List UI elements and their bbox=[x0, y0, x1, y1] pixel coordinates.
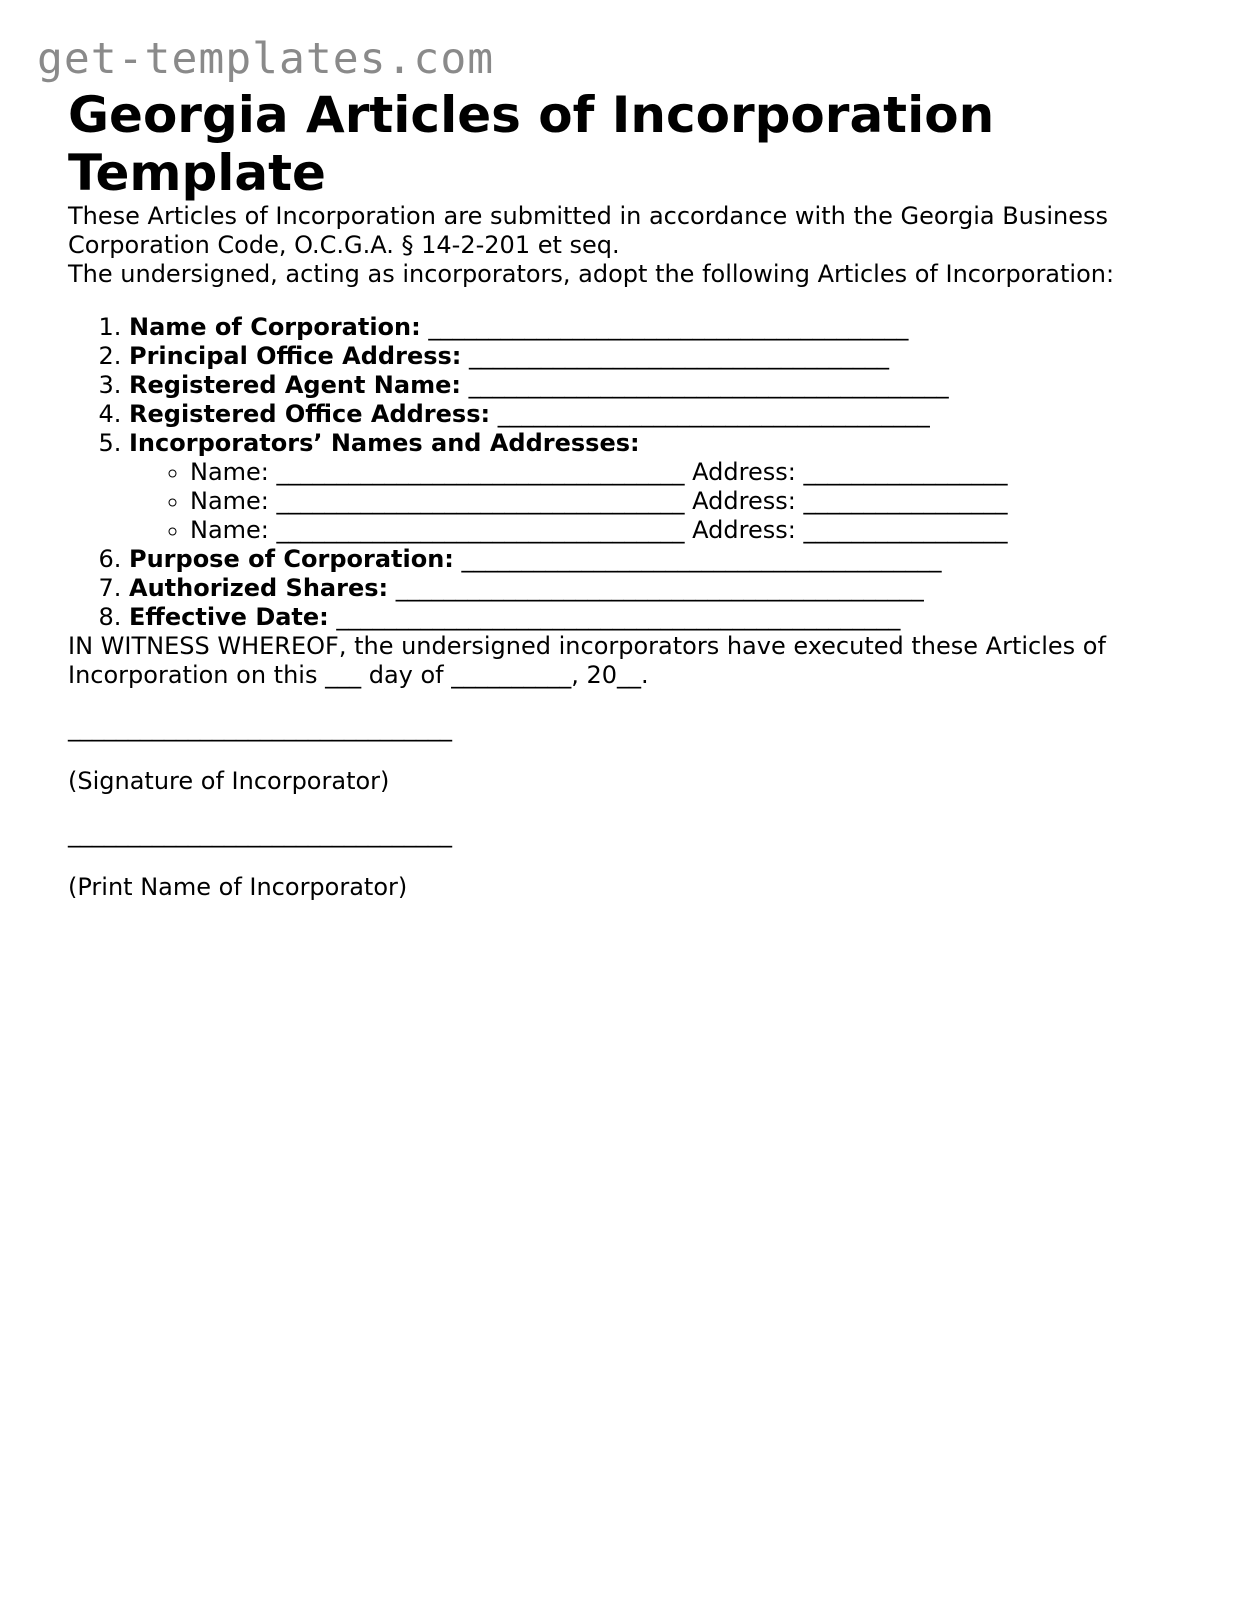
article-item-name bbox=[129, 313, 1198, 342]
incorporator-entry: ◦ Name: __________________________________ Address: _________________ bbox=[190, 487, 1198, 516]
print-name-caption: (Print Name of Incorporator) bbox=[68, 873, 408, 901]
fill-in-blank: ____________________________________ bbox=[490, 400, 930, 428]
article-item-registered-office bbox=[129, 400, 1198, 429]
article-item-principal-office bbox=[129, 342, 1198, 371]
article-item-purpose bbox=[129, 545, 1198, 574]
article-item-incorporators bbox=[129, 429, 1198, 545]
document-body bbox=[68, 86, 1198, 902]
article-label: Registered Office Address: bbox=[129, 400, 491, 428]
article-label: Registered Agent Name: bbox=[129, 371, 461, 399]
article-item-effective-date bbox=[129, 603, 1198, 632]
incorporator-entry: ◦ Name: __________________________________ Address: _________________ bbox=[190, 516, 1198, 545]
article-label: Effective Date: bbox=[129, 603, 329, 631]
intro-paragraph: These Articles of Incorporation are submitted in accordance with the Georgia Business Corporation Code, O.C.G.A. § 14-2-201 et seq. bbox=[68, 202, 1109, 259]
fill-in-blank: ___________________________________ bbox=[461, 342, 890, 370]
article-label: Name of Corporation: bbox=[129, 313, 421, 341]
signature-line: ________________________________ bbox=[68, 714, 452, 742]
incorporators-list bbox=[129, 458, 1198, 545]
fill-in-blank: ________________________________________ bbox=[453, 545, 942, 573]
articles-list bbox=[68, 313, 1198, 632]
witness-paragraph: IN WITNESS WHEREOF, the undersigned incorporators have executed these Articles of Incorporation on this ___ day of __________, 20__. bbox=[68, 632, 1106, 689]
watermark-text: get-templates.com bbox=[37, 34, 495, 84]
article-item-registered-agent bbox=[129, 371, 1198, 400]
article-item-authorized-shares bbox=[129, 574, 1198, 603]
article-label: Incorporators’ Names and Addresses: bbox=[129, 429, 640, 457]
fill-in-blank: _______________________________________________ bbox=[328, 603, 901, 631]
article-label: Purpose of Corporation: bbox=[129, 545, 454, 573]
incorporator-entry: ◦ Name: __________________________________ Address: _________________ bbox=[190, 458, 1198, 487]
print-name-line: ________________________________ bbox=[68, 820, 452, 848]
fill-in-blank: ________________________________________ bbox=[420, 313, 909, 341]
fill-in-blank: ____________________________________________ bbox=[388, 574, 924, 602]
signature-caption: (Signature of Incorporator) bbox=[68, 767, 390, 795]
article-label: Authorized Shares: bbox=[129, 574, 389, 602]
article-label: Principal Office Address: bbox=[129, 342, 462, 370]
document-title: Georgia Articles of Incorporation Template bbox=[68, 86, 995, 202]
adopt-paragraph: The undersigned, acting as incorporators, adopt the following Articles of Incorporation: bbox=[68, 260, 1115, 288]
fill-in-blank: ________________________________________ bbox=[460, 371, 949, 399]
